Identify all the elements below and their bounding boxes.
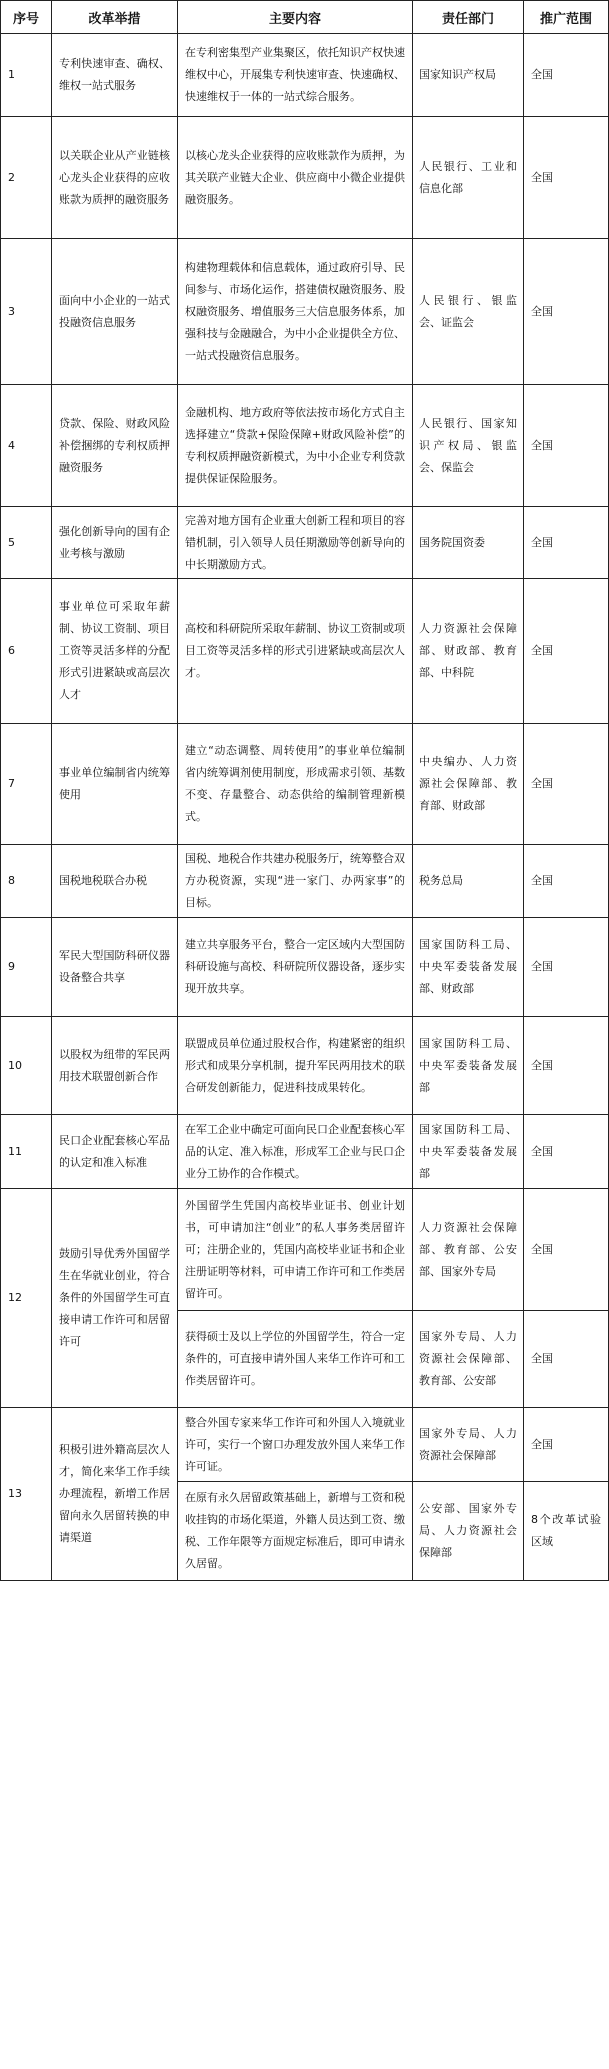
row-number (1, 507, 52, 579)
row-number-text: 12 (8, 1291, 22, 1304)
reform-measure-text: 鼓励引导优秀外国留学生在华就业创业，符合条件的外国留学生可直接申请工作许可和居留许可 (59, 1247, 170, 1348)
row-number (1, 1017, 52, 1115)
main-content (178, 117, 413, 239)
row-number-text: 5 (8, 535, 15, 549)
main-content-text: 外国留学生凭国内高校毕业证书、创业计划书，可申请加注“创业”的私人事务类居留许可；注册企业的，凭国内高校毕业证书和企业注册证明等材料，可申请工作许可和工作类居留许可。 (185, 1198, 405, 1300)
responsible-dept-text: 国务院国资委 (419, 535, 485, 549)
row-number-text: 4 (8, 438, 15, 452)
responsible-dept (413, 1408, 524, 1482)
reform-measure-text: 民口企业配套核心军品的认定和准入标准 (59, 1133, 170, 1169)
reform-measure (52, 579, 178, 724)
table-row (1, 117, 609, 239)
row-number-text: 6 (8, 644, 15, 657)
main-content-text: 构建物理载体和信息载体，通过政府引导、民间参与、市场化运作，搭建债权融资服务、股权融资服务、增值服务三大信息服务体系，加强科技与金融融合，为中小企业提供全方位、一站式投融资信息服务。 (185, 260, 405, 362)
promotion-scope (524, 579, 609, 724)
reform-measure (52, 239, 178, 385)
main-content (178, 1482, 413, 1581)
promotion-scope-text: 8个改革试验区域 (531, 1513, 601, 1548)
table-row (1, 239, 609, 385)
responsible-dept-text: 人力资源社会保障部、财政部、教育部、中科院 (419, 622, 517, 679)
promotion-scope (524, 1115, 609, 1189)
responsible-dept-text: 国家外专局、人力资源社会保障部 (419, 1426, 517, 1462)
main-content-text: 整合外国专家来华工作许可和外国人入境就业许可，实行一个窗口办理发放外国人来华工作许可证。 (185, 1415, 405, 1473)
responsible-dept (413, 239, 524, 385)
reform-measure (52, 1017, 178, 1115)
row-number (1, 579, 52, 724)
reform-measure-text: 以关联企业从产业链核心龙头企业获得的应收账款为质押的融资服务 (59, 148, 170, 206)
table-row (1, 1408, 609, 1482)
main-content (178, 1189, 413, 1311)
row-number (1, 34, 52, 117)
promotion-scope (524, 1408, 609, 1482)
responsible-dept-text: 国家国防科工局、中央军委装备发展部、财政部 (419, 938, 517, 995)
promotion-scope-text: 全国 (531, 1144, 553, 1158)
reform-measure (52, 724, 178, 845)
table-row (1, 1189, 609, 1311)
responsible-dept-text: 国家外专局、人力资源社会保障部、教育部、公安部 (419, 1330, 517, 1387)
promotion-scope-text: 全国 (531, 1437, 553, 1451)
responsible-dept-text: 人民银行、国家知识产权局、银监会、保监会 (419, 416, 517, 474)
responsible-dept-text: 公安部、国家外专局、人力资源社会保障部 (419, 1502, 517, 1559)
responsible-dept-text: 人力资源社会保障部、教育部、公安部、国家外专局 (419, 1220, 517, 1278)
promotion-scope-text: 全国 (531, 170, 553, 184)
promotion-scope (524, 117, 609, 239)
promotion-scope-text: 全国 (531, 438, 553, 452)
promotion-scope-text: 全国 (531, 68, 553, 81)
responsible-dept (413, 1482, 524, 1581)
reform-measure-text: 事业单位编制省内统筹使用 (59, 766, 170, 801)
reform-measure-text: 军民大型国防科研仪器设备整合共享 (59, 949, 170, 984)
row-number (1, 385, 52, 507)
main-content (178, 724, 413, 845)
reform-measure-text: 国税地税联合办税 (59, 874, 147, 887)
row-number-text: 11 (8, 1144, 22, 1158)
main-content-text: 建立“动态调整、周转使用”的事业单位编制省内统筹调剂使用制度，形成需求引领、基数不变、存量整合、动态供给的编制管理新模式。 (185, 744, 405, 823)
main-content-text: 建立共享服务平台，整合一定区域内大型国防科研设施与高校、科研院所仪器设备，逐步实现开放共享。 (185, 938, 405, 995)
promotion-scope (524, 385, 609, 507)
promotion-scope-text: 全国 (531, 777, 553, 790)
reform-measure-text: 贷款、保险、财政风险补偿捆绑的专利权质押融资服务 (59, 416, 170, 474)
responsible-dept (413, 1311, 524, 1408)
responsible-dept (413, 117, 524, 239)
header-no: 序号 (1, 1, 52, 34)
responsible-dept (413, 724, 524, 845)
main-content-text: 在原有永久居留政策基础上，新增与工资和税收挂钩的市场化渠道，外籍人员达到工资、缴税、工作年限等方面规定标准后，即可申请永久居留。 (185, 1491, 405, 1570)
main-content-text: 高校和科研院所采取年薪制、协议工资制或项目工资等灵活多样的形式引进紧缺或高层次人才。 (185, 622, 405, 679)
promotion-scope (524, 1311, 609, 1408)
main-content (178, 579, 413, 724)
promotion-scope-text: 全国 (531, 304, 553, 318)
row-number-text: 1 (8, 68, 15, 81)
main-content (178, 918, 413, 1017)
table-body (1, 34, 609, 1581)
promotion-scope-text: 全国 (531, 1058, 553, 1072)
reform-measure-text: 以股权为纽带的军民两用技术联盟创新合作 (59, 1047, 170, 1083)
row-number-text: 3 (8, 304, 15, 318)
row-number (1, 1189, 52, 1408)
table-row (1, 724, 609, 845)
row-number-text: 8 (8, 874, 15, 887)
promotion-scope (524, 1482, 609, 1581)
row-number (1, 1115, 52, 1189)
main-content (178, 1408, 413, 1482)
responsible-dept (413, 1115, 524, 1189)
reform-measure-text: 事业单位可采取年薪制、协议工资制、项目工资等灵活多样的分配形式引进紧缺或高层次人才 (59, 600, 170, 701)
header-dept: 责任部门 (413, 1, 524, 34)
responsible-dept (413, 34, 524, 117)
main-content (178, 845, 413, 918)
main-content-text: 在军工企业中确定可面向民口企业配套核心军品的认定、准入标准，形成军工企业与民口企业分工协作的合作模式。 (185, 1122, 405, 1180)
responsible-dept-text: 国家知识产权局 (419, 68, 496, 81)
main-content-text: 金融机构、地方政府等依法按市场化方式自主选择建立“贷款+保险保障+财政风险补偿”的专利权质押融资新模式，为中小企业专利贷款提供保证保险服务。 (185, 405, 405, 485)
responsible-dept (413, 507, 524, 579)
reform-measure-text: 专利快速审查、确权、维权一站式服务 (59, 57, 170, 92)
table-row (1, 1115, 609, 1189)
reform-measure (52, 1189, 178, 1408)
reform-measure-text: 强化创新导向的国有企业考核与激励 (59, 524, 170, 560)
promotion-scope-text: 全国 (531, 1352, 553, 1365)
row-number (1, 845, 52, 918)
main-content (178, 385, 413, 507)
promotion-scope (524, 507, 609, 579)
row-number (1, 918, 52, 1017)
row-number-text: 10 (8, 1058, 22, 1072)
table-row (1, 579, 609, 724)
header-content: 主要内容 (178, 1, 413, 34)
promotion-scope-text: 全国 (531, 960, 553, 973)
row-number (1, 239, 52, 385)
responsible-dept-text: 国家国防科工局、中央军委装备发展部 (419, 1036, 517, 1094)
responsible-dept-text: 中央编办、人力资源社会保障部、教育部、财政部 (419, 755, 517, 812)
promotion-scope (524, 918, 609, 1017)
row-number-text: 9 (8, 960, 15, 973)
promotion-scope (524, 34, 609, 117)
table-row (1, 918, 609, 1017)
promotion-scope-text: 全国 (531, 535, 553, 549)
main-content-text: 在专利密集型产业集聚区，依托知识产权快速维权中心，开展集专利快速审查、快速确权、快速维权于一体的一站式综合服务。 (185, 46, 405, 103)
responsible-dept (413, 1017, 524, 1115)
responsible-dept (413, 918, 524, 1017)
promotion-scope (524, 239, 609, 385)
reform-measure (52, 918, 178, 1017)
row-number-text: 2 (8, 170, 15, 184)
main-content (178, 239, 413, 385)
promotion-scope (524, 1189, 609, 1311)
reform-measure-text: 面向中小企业的一站式投融资信息服务 (59, 293, 170, 329)
responsible-dept-text: 税务总局 (419, 874, 463, 887)
promotion-scope (524, 845, 609, 918)
header-measure: 改革举措 (52, 1, 178, 34)
responsible-dept-text: 人民银行、银监会、证监会 (419, 293, 517, 329)
reform-measure (52, 385, 178, 507)
row-number (1, 117, 52, 239)
main-content (178, 1311, 413, 1408)
main-content-text: 完善对地方国有企业重大创新工程和项目的容错机制，引入领导人员任期激励等创新导向的中长期激励方式。 (185, 513, 405, 571)
table-row (1, 845, 609, 918)
row-number (1, 724, 52, 845)
promotion-scope (524, 1017, 609, 1115)
header-scope: 推广范围 (524, 1, 609, 34)
row-number-text: 7 (8, 777, 15, 790)
main-content (178, 34, 413, 117)
promotion-scope-text: 全国 (531, 644, 553, 657)
reform-measure (52, 34, 178, 117)
reform-measure (52, 1408, 178, 1581)
promotion-scope (524, 724, 609, 845)
responsible-dept (413, 385, 524, 507)
row-number-text: 13 (8, 1487, 22, 1500)
reform-measure (52, 507, 178, 579)
table-row (1, 385, 609, 507)
main-content (178, 1017, 413, 1115)
main-content-text: 国税、地税合作共建办税服务厅，统筹整合双方办税资源，实现“进一家门、办两家事”的目标。 (185, 852, 405, 909)
reform-measure (52, 1115, 178, 1189)
row-number (1, 1408, 52, 1581)
table-row (1, 1017, 609, 1115)
responsible-dept-text: 国家国防科工局、中央军委装备发展部 (419, 1122, 517, 1180)
table-row (1, 34, 609, 117)
responsible-dept (413, 845, 524, 918)
main-content (178, 507, 413, 579)
reform-measure (52, 845, 178, 918)
promotion-scope-text: 全国 (531, 874, 553, 887)
main-content-text: 以核心龙头企业获得的应收账款作为质押，为其关联产业链大企业、供应商中小微企业提供融资服务。 (185, 148, 405, 206)
promotion-scope-text: 全国 (531, 1242, 553, 1256)
main-content (178, 1115, 413, 1189)
table-header-row (1, 1, 609, 34)
responsible-dept-text: 人民银行、工业和信息化部 (419, 159, 517, 195)
responsible-dept (413, 1189, 524, 1311)
table-row (1, 507, 609, 579)
main-content-text: 联盟成员单位通过股权合作，构建紧密的组织形式和成果分享机制，提升军民两用技术的联合研发创新能力，促进科技成果转化。 (185, 1036, 405, 1094)
reform-measure (52, 117, 178, 239)
reform-measure-text: 积极引进外籍高层次人才，简化来华工作手续办理流程，新增工作居留向永久居留转换的申请渠道 (59, 1443, 170, 1544)
main-content-text: 获得硕士及以上学位的外国留学生，符合一定条件的，可直接申请外国人来华工作许可和工作类居留许可。 (185, 1330, 405, 1387)
responsible-dept (413, 579, 524, 724)
